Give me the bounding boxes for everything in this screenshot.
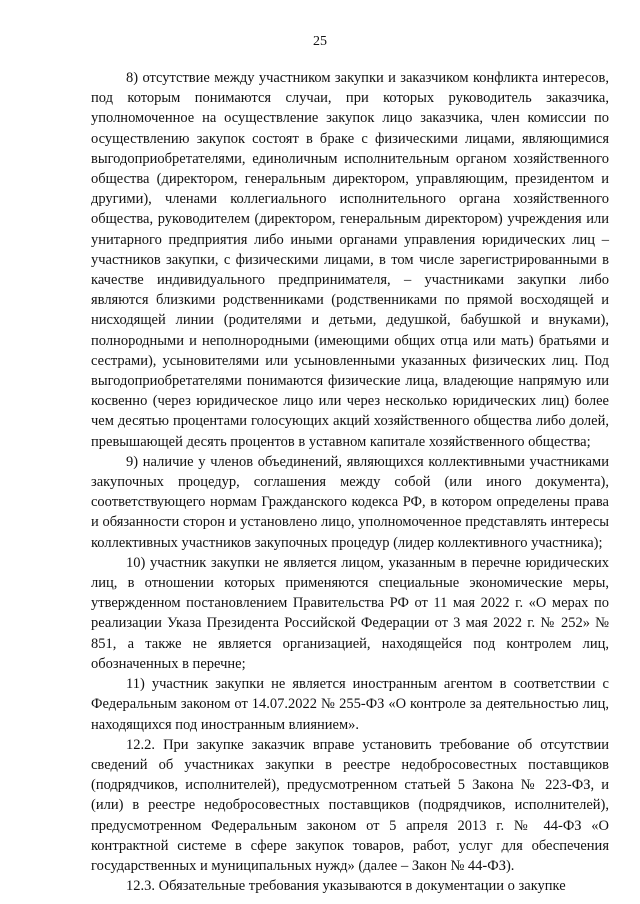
paragraph-12-2: 12.2. При закупке заказчик вправе установить требование об отсутствии сведений об участниках закупки в реестре недобросовестных поставщиков (подрядчиков, исполнителей), предусмотренном статьей 5 Закона № 223-ФЗ, и (или) в реестре недобросовестных поставщиков (подрядчиков, исполнителей), предусмотренном Федеральным законом от 5 апреля 2013 г. № 44-ФЗ «О контрактной системе в сфере закупок товаров, работ, услуг для обеспечения государственных и муниципальных нужд» (далее – Закон № 44-ФЗ). [91, 736, 609, 874]
paragraph-item-8: 8) отсутствие между участником закупки и заказчиком конфликта интересов, под которым понимаются случаи, при которых руководитель заказчика, уполномоченное на осуществление закупок лицо заказчика, член комиссии по осуществлению закупок состоят в браке с физическими лицами, являющимися выгодоприобретателями, единоличным исполнительным органом хозяйственного общества (директором, генеральным директором, управляющим, президентом и другими), членами коллегиального исполнительного органа хозяйственного общества, руководителем (директором, генеральным директором) учреждения или унитарного предприятия либо иными органами управления юридических лиц – участников закупки, с физическими лицами, в том числе зарегистрированными в качестве индивидуального предпринимателя, – участниками закупки либо являются близкими родственниками (родственниками по прямой восходящей и нисходящей линии (родителями и детьми, дедушкой, бабушкой и внуками), полнородными и неполнородными (имеющими общих отца или мать) братьями и сестрами), усыновителями или усыновленными указанных физических лиц. Под выгодоприобретателями понимаются физические лица, владеющие напрямую или косвенно (через юридическое лицо или через несколько юридических лиц) более чем десятью процентами голосующих акций хозяйственного общества либо долей, превышающей десять процентов в уставном капитале хозяйственного общества; [91, 70, 609, 450]
paragraph-item-9: 9) наличие у членов объединений, являющихся коллективными участниками закупочных процедур, соглашения между собой (или иного документа), соответствующего нормам Гражданского кодекса РФ, в котором определены права и обязанности сторон и установлено лицо, уполномоченное представлять интересы коллективных участников закупочных процедур (лидер коллективного участника); [91, 453, 609, 551]
document-body [91, 68, 609, 896]
paragraph-12-3: 12.3. Обязательные требования указываются в документации о закупке [126, 878, 566, 895]
page-number: 25 [313, 34, 327, 49]
paragraph-item-10: 10) участник закупки не является лицом, указанным в перечне юридических лиц, в отношении которых применяются специальные экономические меры, утвержденном постановлением Правительства РФ от 11 мая 2022 г. «О мерах по реализации Указа Президента Российской Федерации от 3 мая 2022 г. № 252» № 851, а также не является организацией, находящейся под контролем лиц, обозначенных в перечне; [91, 554, 609, 672]
paragraph-item-11: 11) участник закупки не является иностранным агентом в соответствии с Федеральным законом от 14.07.2022 № 255-ФЗ «О контроле за деятельностью лиц, находящихся под иностранным влиянием». [91, 676, 609, 733]
